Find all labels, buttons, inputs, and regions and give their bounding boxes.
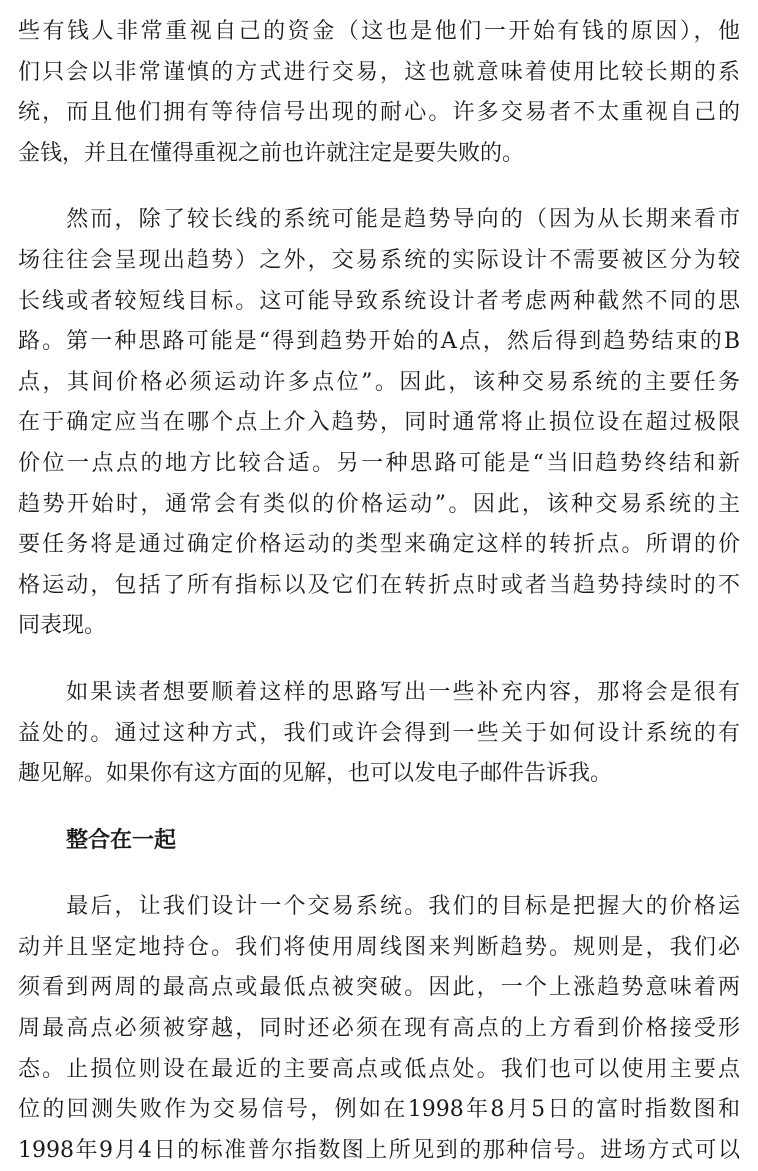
text-line: 路。第一种思路可能是“得到趋势开始的A点，然后得到趋势结束的B <box>18 329 740 355</box>
text-line: 些有钱人非常重视自己的资金（这也是他们一开始有钱的原因），他 <box>18 19 740 44</box>
text-line: 位的回测失败作为交易信号，例如在1998年8月5日的富时指数图和 <box>18 1097 740 1123</box>
document-page <box>18 0 740 1171</box>
text-line: 益处的。通过这种方式，我们或许会得到一些关于如何设计系统的有 <box>18 720 740 746</box>
text-line: 金钱，并且在懂得重视之前也许就注定是要失败的。 <box>18 140 525 166</box>
text-line: 动并且坚定地持仓。我们将使用周线图来判断趋势。规则是，我们必 <box>18 934 740 960</box>
text-line: 同表现。 <box>18 613 107 639</box>
text-line: 态。止损位则设在最近的主要高点或低点处。我们也可以使用主要点 <box>18 1056 740 1082</box>
paragraph-2 <box>18 200 740 647</box>
text-line: 最后，让我们设计一个交易系统。我们的目标是把握大的价格运 <box>18 894 740 920</box>
text-line: 如果读者想要顺着这样的思路写出一些补充内容，那将会是很有 <box>18 679 740 705</box>
text-line: 趣见解。如果你有这方面的见解，也可以发电子邮件告诉我。 <box>18 761 613 787</box>
text-line: 在于确定应当在哪个点上介入趋势，同时通常将止损位设在超过极限 <box>18 410 740 436</box>
text-line: 格运动，包括了所有指标以及它们在转折点时或者当趋势持续时的不 <box>18 572 740 598</box>
text-line: 然而，除了较长线的系统可能是趋势导向的（因为从长期来看市 <box>18 207 740 233</box>
text-line: 1998年9月4日的标准普尔指数图上所见到的那种信号。进场方式可以 <box>18 1137 740 1163</box>
paragraph-1 <box>18 12 740 174</box>
paragraph-3 <box>18 673 740 795</box>
text-line: 周最高点必须被穿越，同时还必须在现有高点的上方看到价格接受形 <box>18 1016 740 1042</box>
text-line: 须看到两周的最高点或最低点被突破。因此，一个上涨趋势意味着两 <box>18 975 740 1001</box>
text-line: 长线或者较短线目标。这可能导致系统设计者考虑两种截然不同的思 <box>18 288 740 314</box>
text-line: 们只会以非常谨慎的方式进行交易，这也就意味着使用比较长期的系 <box>18 59 740 85</box>
text-line: 趋势开始时，通常会有类似的价格运动”。因此，该种交易系统的主 <box>18 491 740 517</box>
text-line: 点，其间价格必须运动许多点位”。因此，该种交易系统的主要任务 <box>18 369 740 395</box>
paragraph-4 <box>18 887 740 1171</box>
text-line: 场往往会呈现出趋势）之外，交易系统的实际设计不需要被区分为较 <box>18 247 740 273</box>
text-line: 要任务将是通过确定价格运动的类型来确定这样的转折点。所谓的价 <box>18 532 740 558</box>
section-heading: 整合在一起 <box>66 827 177 853</box>
text-line: 价位一点点的地方比较合适。另一种思路可能是“当旧趋势终结和新 <box>18 450 740 476</box>
text-line: 统，而且他们拥有等待信号出现的耐心。许多交易者不太重视自己的 <box>18 100 740 126</box>
